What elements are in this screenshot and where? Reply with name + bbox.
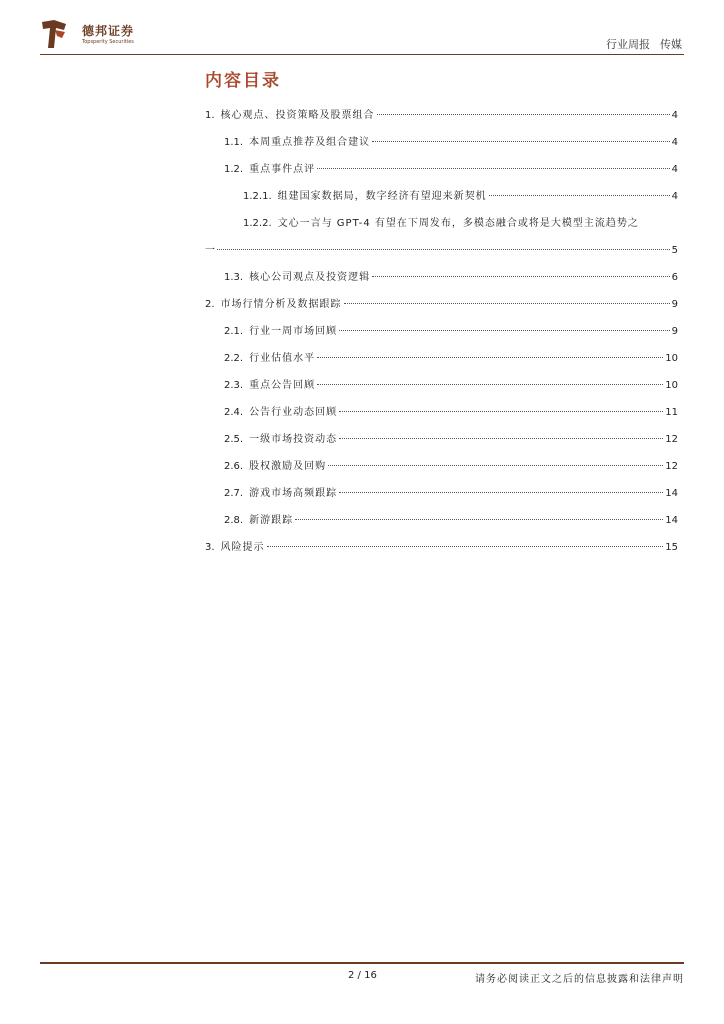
toc-entry-title: 重点事件点评 xyxy=(249,164,316,175)
toc-leader-dots xyxy=(317,168,670,169)
toc-entry-number: 1. xyxy=(205,110,215,121)
toc-entry-title: 新游跟踪 xyxy=(249,515,294,526)
toc-leader-dots xyxy=(267,546,664,547)
company-logo xyxy=(40,18,140,52)
toc-entry[interactable] xyxy=(205,399,678,426)
toc-leader-dots xyxy=(339,330,670,331)
toc-entry-page: 12 xyxy=(665,461,678,472)
toc-entry-number: 2.8. xyxy=(224,515,244,526)
toc-entry[interactable] xyxy=(205,210,678,237)
toc-leader-dots xyxy=(489,195,670,196)
toc-entry-title: 重点公告回顾 xyxy=(249,380,316,391)
toc-entry-title: 市场行情分析及数据跟踪 xyxy=(220,299,342,310)
toc-leader-dots xyxy=(317,357,663,358)
toc-entry-page: 11 xyxy=(665,407,678,418)
toc-entry-title: 风险提示 xyxy=(220,542,265,553)
toc-entry-page: 15 xyxy=(665,542,678,553)
report-type: 行业周报 xyxy=(606,38,650,51)
toc-entry-number: 3. xyxy=(205,542,215,553)
toc-entry-title: 组建国家数据局，数字经济有望迎来新契机 xyxy=(277,191,487,202)
toc-entry-page: 4 xyxy=(671,137,678,148)
company-name-cn: 德邦证券 xyxy=(82,24,135,38)
toc-entry-page: 10 xyxy=(665,380,678,391)
toc-leader-dots xyxy=(377,114,670,115)
toc-entry-title: 行业一周市场回顾 xyxy=(249,326,338,337)
toc-entry[interactable] xyxy=(205,453,678,480)
toc-entry-number: 2.6. xyxy=(224,461,244,472)
toc-entry-title: 本周重点推荐及组合建议 xyxy=(249,137,371,148)
toc-entry[interactable] xyxy=(205,183,678,210)
toc-entry-title: 一 xyxy=(205,245,215,256)
toc-entry-page: 14 xyxy=(665,515,678,526)
toc-entry-number: 1.2. xyxy=(224,164,244,175)
toc-entry[interactable] xyxy=(205,237,678,264)
footer-divider xyxy=(40,962,684,964)
toc-entry-number: 2.5. xyxy=(224,434,244,445)
toc-entry[interactable] xyxy=(205,372,678,399)
toc-leader-dots xyxy=(339,411,663,412)
toc-entry-number: 1.1. xyxy=(224,137,244,148)
toc-entry[interactable] xyxy=(205,102,678,129)
toc-entry-title: 公告行业动态回顾 xyxy=(249,407,338,418)
industry-label: 传媒 xyxy=(660,38,682,51)
toc-entry-number: 2.4. xyxy=(224,407,244,418)
toc-entry-page: 5 xyxy=(671,245,678,256)
header-divider xyxy=(40,54,684,55)
toc-entry[interactable] xyxy=(205,534,678,561)
toc-entry-page: 6 xyxy=(671,272,678,283)
toc-entry[interactable] xyxy=(205,507,678,534)
toc-entry[interactable] xyxy=(205,318,678,345)
disclaimer-text: 请务必阅读正文之后的信息披露和法律声明 xyxy=(475,974,684,985)
toc-entry-title: 一级市场投资动态 xyxy=(249,434,338,445)
toc-leader-dots xyxy=(344,303,670,304)
toc-entry-page: 9 xyxy=(671,299,678,310)
toc-entry[interactable] xyxy=(205,129,678,156)
toc-entry-title: 文心一言与 GPT-4 有望在下周发布，多模态融合或将是大模型主流趋势之 xyxy=(277,218,639,229)
toc-entry[interactable] xyxy=(205,264,678,291)
toc-entry[interactable] xyxy=(205,426,678,453)
toc-entry-number: 2.2. xyxy=(224,353,244,364)
page-number: 2 / 16 xyxy=(348,970,377,981)
toc-entry-page: 4 xyxy=(671,191,678,202)
toc-entry[interactable] xyxy=(205,345,678,372)
toc-entry-page: 14 xyxy=(665,488,678,499)
logo-mark-icon xyxy=(40,18,70,50)
toc-entry-page: 10 xyxy=(665,353,678,364)
toc-entry[interactable] xyxy=(205,480,678,507)
toc-entry-title: 核心观点、投资策略及股票组合 xyxy=(220,110,375,121)
toc-entry-number: 2.3. xyxy=(224,380,244,391)
toc-entry[interactable] xyxy=(205,291,678,318)
report-category xyxy=(606,36,682,52)
toc-entry-title: 股权激励及回购 xyxy=(249,461,327,472)
toc-leader-dots xyxy=(295,519,663,520)
toc-entry-page: 12 xyxy=(665,434,678,445)
toc-entry-number: 2.7. xyxy=(224,488,244,499)
table-of-contents xyxy=(205,102,678,561)
toc-entry-number: 1.2.2. xyxy=(243,218,272,229)
toc-leader-dots xyxy=(372,141,670,142)
toc-entry-number: 1.2.1. xyxy=(243,191,272,202)
toc-leader-dots xyxy=(339,438,663,439)
company-name-en: Topsperity Securities xyxy=(82,39,134,45)
toc-title: 内容目录 xyxy=(205,71,281,91)
toc-leader-dots xyxy=(217,249,670,250)
toc-leader-dots xyxy=(317,384,663,385)
toc-entry-number: 1.3. xyxy=(224,272,244,283)
toc-entry[interactable] xyxy=(205,156,678,183)
toc-entry-title: 游戏市场高频跟踪 xyxy=(249,488,338,499)
toc-leader-dots xyxy=(372,276,670,277)
toc-leader-dots xyxy=(339,492,663,493)
toc-entry-page: 4 xyxy=(671,164,678,175)
toc-entry-number: 2. xyxy=(205,299,215,310)
toc-entry-page: 4 xyxy=(671,110,678,121)
toc-entry-number: 2.1. xyxy=(224,326,244,337)
toc-leader-dots xyxy=(328,465,663,466)
toc-entry-title: 核心公司观点及投资逻辑 xyxy=(249,272,371,283)
toc-entry-page: 9 xyxy=(671,326,678,337)
toc-entry-title: 行业估值水平 xyxy=(249,353,316,364)
